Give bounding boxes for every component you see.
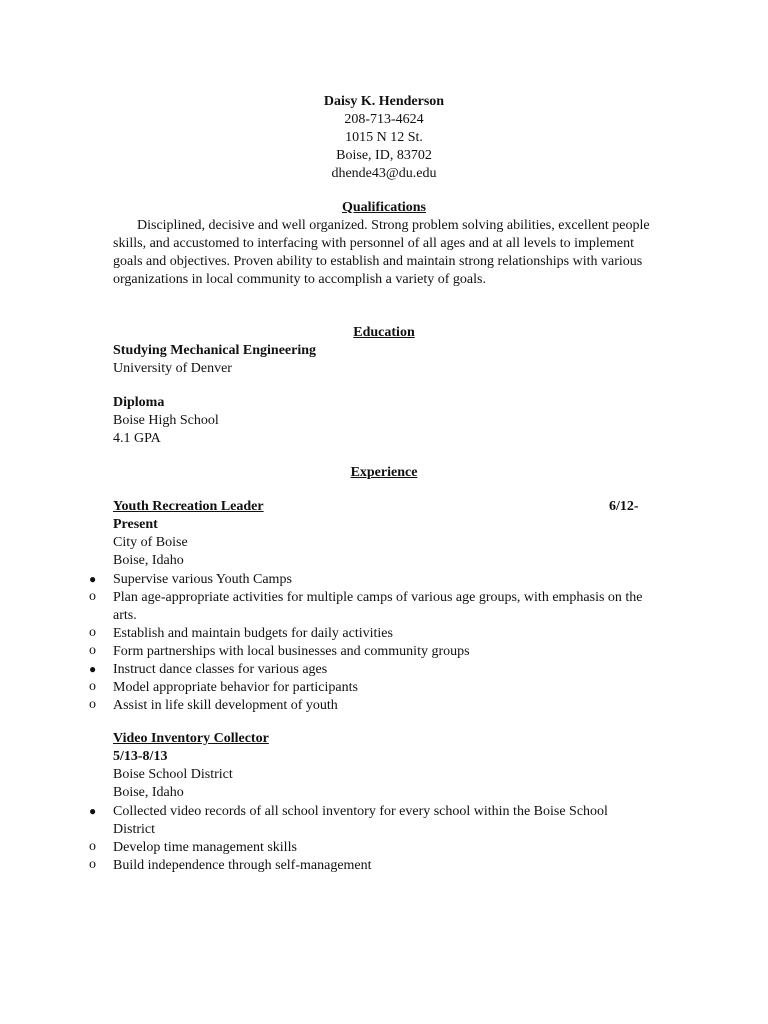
- bullet-marker: o: [89, 625, 96, 640]
- bullet-text: Plan age-appropriate activities for multiple camps of various age groups, with emphasis on the arts.: [113, 590, 643, 623]
- bullet-marker: ●: [89, 662, 97, 676]
- bullet-text: Establish and maintain budgets for daily activities: [113, 626, 393, 641]
- experience-heading: Experience: [350, 465, 418, 480]
- job-location: Boise, Idaho: [113, 553, 184, 568]
- education-gpa: 4.1 GPA: [113, 431, 161, 446]
- education-high-school: Boise High School: [113, 413, 219, 428]
- bullet-text: Model appropriate behavior for participants: [113, 680, 358, 695]
- bullet-text: Collected video records of all school inventory for every school within the Boise School District: [113, 804, 608, 837]
- street-address: 1015 N 12 St.: [345, 130, 423, 145]
- job-employer: Boise School District: [113, 767, 233, 782]
- bullet-marker: ●: [89, 804, 97, 818]
- job-date-end: Present: [113, 517, 158, 532]
- bullet-text: Build independence through self-management: [113, 858, 372, 873]
- bullet-marker: o: [89, 679, 96, 694]
- job-title: Youth Recreation Leader: [113, 499, 264, 514]
- education-school: University of Denver: [113, 361, 232, 376]
- bullet-marker: ●: [89, 572, 97, 586]
- phone-number: 208-713-4624: [344, 112, 424, 127]
- bullet-marker: o: [89, 839, 96, 854]
- bullet-marker: o: [89, 857, 96, 872]
- bullet-marker: o: [89, 643, 96, 658]
- applicant-name: Daisy K. Henderson: [323, 94, 445, 109]
- bullet-text: Develop time management skills: [113, 840, 297, 855]
- qualifications-heading: Qualifications: [341, 200, 426, 215]
- bullet-text: Form partnerships with local businesses and community groups: [113, 644, 470, 659]
- bullet-marker: o: [89, 697, 96, 712]
- bullet-text: Assist in life skill development of youth: [113, 698, 338, 713]
- education-degree-title: Studying Mechanical Engineering: [113, 343, 317, 358]
- education-diploma-title: Diploma: [113, 395, 165, 410]
- job-location: Boise, Idaho: [113, 785, 184, 800]
- job-date-range: 5/13-8/13: [113, 749, 168, 764]
- qualifications-paragraph: Disciplined, decisive and well organized. Strong problem solving abilities, excellent people skills, and accustomed to interfacing with personnel of all ages and at all levels to implement goals and objectives. Proven ability to establish and maintain strong relationships with various organizations in local community to accomplish a variety of goals.: [113, 218, 650, 287]
- job-employer: City of Boise: [113, 535, 188, 550]
- bullet-marker: o: [89, 589, 96, 604]
- job-date-start: 6/12-: [609, 499, 639, 514]
- city-state-zip: Boise, ID, 83702: [336, 148, 432, 163]
- education-heading: Education: [353, 325, 415, 340]
- bullet-text: Supervise various Youth Camps: [113, 572, 292, 587]
- bullet-text: Instruct dance classes for various ages: [113, 662, 328, 677]
- email-address: dhende43@du.edu: [331, 166, 437, 181]
- job-title: Video Inventory Collector: [113, 731, 269, 746]
